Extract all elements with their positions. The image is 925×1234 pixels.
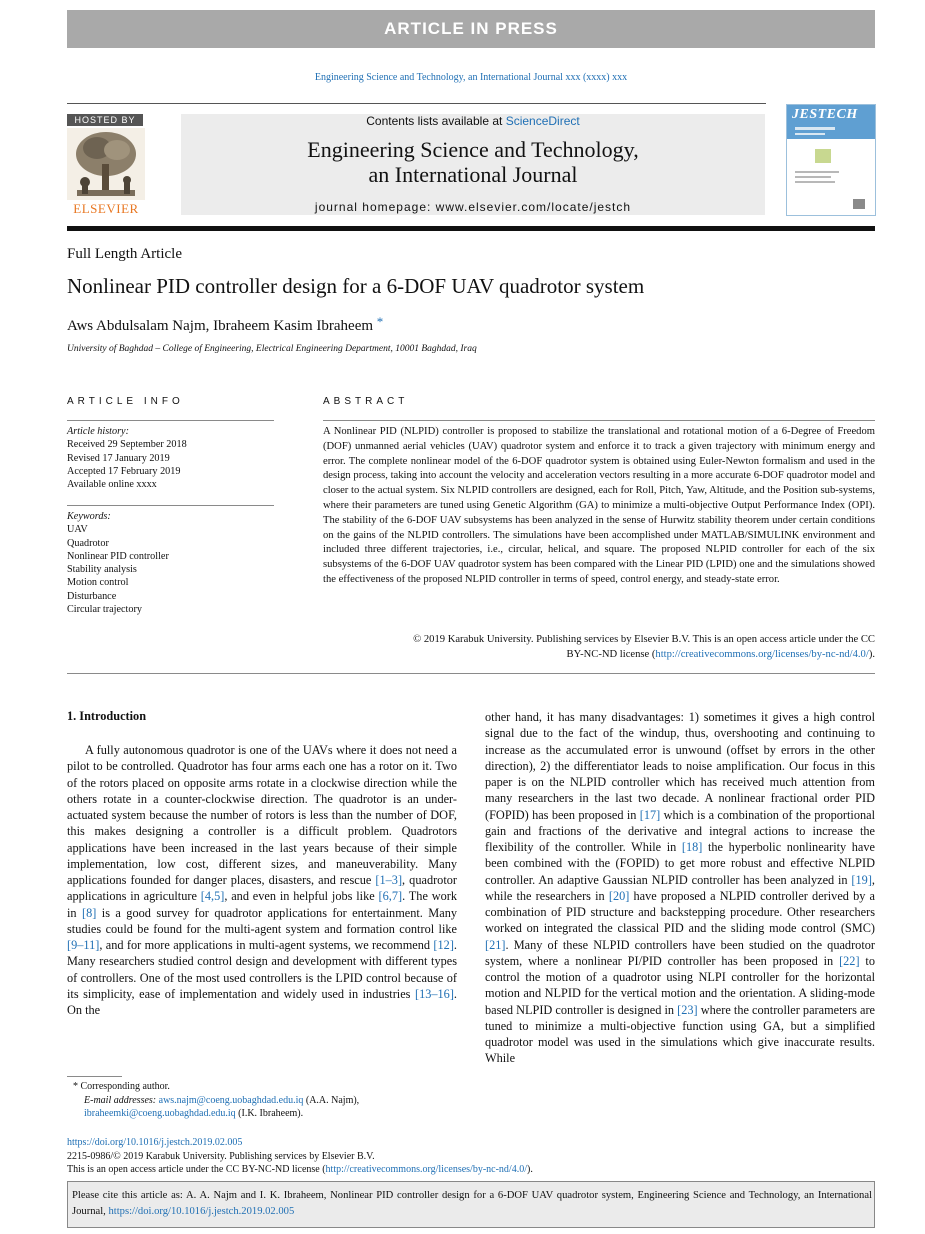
citation-link[interactable]: [20] bbox=[608, 888, 630, 903]
citation-link[interactable]: [19] bbox=[851, 872, 872, 887]
open-access-prefix: This is an open access article under the CC BY-NC-ND license ( bbox=[67, 1164, 326, 1176]
history-label: Article history: bbox=[67, 426, 129, 437]
corresponding-author-mark[interactable]: * bbox=[376, 314, 384, 329]
body-text: , while the researchers in bbox=[485, 872, 875, 903]
citation-body: Please cite this article as: A. A. Najm and I. K. Ibraheem, Nonlinear PID controller design for a 6-DOF UAV quadrotor system, Engineering Science and Technology, an International Journal, bbox=[72, 1190, 872, 1217]
body-text: , and even in helpful jobs like bbox=[224, 889, 379, 904]
author-affiliation: University of Baghdad – College of Engineering, Electrical Engineering Department, 10001 Baghdad, Iraq bbox=[67, 344, 477, 354]
email-label: E-mail addresses: bbox=[84, 1094, 157, 1106]
citation-link[interactable]: [9–11] bbox=[67, 938, 100, 952]
journal-reference-link[interactable]: Engineering Science and Technology, an International Journal xxx (xxxx) xxx bbox=[314, 72, 628, 83]
sciencedirect-link[interactable]: ScienceDirect bbox=[505, 114, 580, 128]
license-link[interactable]: http://creativecommons.org/licenses/by-nc-nd/4.0/ bbox=[655, 648, 869, 660]
abstract-text: A Nonlinear PID (NLPID) controller is proposed to stabilize the translational and rotational motion of a 6-Degree of Freedom (DOF) unmanned aerial vehicles (UAV) quadrotor system and enforce it to track a given trajectory with minimum energy and error. The complete nonlinear model of the 6-DOF quadrotor system is obtained using Euler-Newton formalism and used in the design process, taking into account the velocity and acceleration vectors resulting in a more accurate 6-DOF quadrotor model and closer to the actual system. Six NLPID controllers are designed, each for Roll, Pitch, Yaw, Altitude, and the Position sub-systems, where their parameters are tuned using Genetic Algorithm (GA) to minimize a multi-objective Output Performance Index (OPI). The stability of the 6-DOF UAV subsystems has been analyzed in the sense of Hurwitz stability theorem under certain conditions on the gains of the NLPID controllers. The simulations have been accomplished under MATLAB/SIMULINK environment and included three different trajectories, i.e., circular, helical, and square. The proposed NLPID controller for each of the six subsystems of the 6-DOF UAV quadrotor system has been compared with the Linear PID (LPID) one and the simulations showed the effectiveness of the proposed NLPID controller in terms of speed, control energy, and steady-state error. bbox=[323, 426, 875, 585]
copyright-line2-suffix: ). bbox=[868, 648, 875, 660]
copyright-line2 bbox=[323, 648, 875, 663]
author-names: Aws Abdulsalam Najm, Ibraheem Kasim Ibraheem bbox=[67, 318, 374, 334]
section-separator bbox=[67, 673, 875, 674]
citation-link[interactable]: [13–16] bbox=[414, 986, 454, 1001]
keyword-item: Quadrotor bbox=[67, 537, 109, 549]
abstract-rule bbox=[323, 420, 875, 421]
body-text: , quadrotor applications in agriculture bbox=[67, 873, 457, 904]
footnote-corresponding: Corresponding author. bbox=[80, 1081, 170, 1092]
journal-title[interactable] bbox=[181, 137, 765, 187]
body-text: A fully autonomous quadrotor is one of the UAVs where it does not need a pilot to be controlled. Quadrotor has four arms each one has a rotor on it. Two of the rotors placed on opposite arms rotate in a clockwise direction while the others rotate in a counter-clockwise direction. The quadrotor is an under-actuated system because the number of rotors is less than the number of DOF, this makes designing a controller is a difficult problem. Quadrotors applications have been increased in the last years because of their simple implementation, low cost, different sizes, and maneuverability. Many applications founded for danger places, disasters, and rescue bbox=[67, 743, 457, 887]
keyword-item: UAV bbox=[67, 524, 88, 536]
body-column-left bbox=[67, 742, 457, 1018]
keyword-item: Disturbance bbox=[67, 590, 117, 602]
intro-paragraph-1 bbox=[67, 742, 457, 1018]
citation-link[interactable]: [18] bbox=[681, 840, 703, 854]
citation-link[interactable]: [1–3] bbox=[375, 873, 403, 887]
introduction-heading: 1. Introduction bbox=[67, 709, 147, 723]
history-online: Available online xxxx bbox=[67, 479, 157, 491]
journal-title-line1: Engineering Science and Technology, bbox=[307, 137, 639, 162]
body-text: . Many of these NLPID controllers have been studied on the quadrotor system, where a nonlinear PI/PID controller has been proposed in bbox=[485, 937, 875, 968]
body-column-right bbox=[485, 709, 875, 1067]
history-accepted: Accepted 17 February 2019 bbox=[67, 465, 181, 477]
body-text: is a good survey for quadrotor applications for entertainment. Many studies could be found for the multi-agent system and formation control like bbox=[67, 905, 457, 936]
doi-block bbox=[67, 1136, 875, 1177]
email-owner-najm: (A.A. Najm), bbox=[305, 1094, 360, 1106]
body-text: . Many researchers studied control design and development with different types of controllers. One of the most used controllers is the LPID control because of its simplicity, ease of implementation and widely used in industries bbox=[67, 938, 457, 1001]
keywords-list bbox=[67, 510, 274, 616]
hosted-by-label: HOSTED BY bbox=[67, 114, 143, 126]
body-text: , and for more applications in multi-agent systems, we recommend bbox=[99, 938, 434, 952]
article-info-rule bbox=[67, 420, 274, 421]
history-revised: Revised 17 January 2019 bbox=[67, 452, 170, 464]
citation-link[interactable]: [6,7] bbox=[378, 889, 403, 904]
citation-link[interactable]: [4,5] bbox=[200, 889, 225, 904]
keyword-item: Nonlinear PID controller bbox=[67, 550, 169, 562]
body-text: to control the motion of a quadrotor using NLPI controller for the horizontal motion and NLPID for the vertical motion and the orientation. A sliding-mode based NLPID controller is designed in bbox=[485, 953, 875, 1017]
citation-link[interactable]: [17] bbox=[639, 807, 661, 822]
copyright-line2-prefix: BY-NC-ND license ( bbox=[566, 648, 656, 660]
body-text: have proposed a NLPID controller derived by a combination of PID structure and backstepping procedure. Other researchers worked on integrated the classical PID and the sliding mode control (SMC) bbox=[485, 888, 876, 936]
elsevier-logo[interactable] bbox=[67, 128, 145, 214]
contents-line bbox=[181, 114, 765, 128]
contents-prefix: Contents lists available at bbox=[366, 114, 503, 128]
citation-link[interactable]: [8] bbox=[82, 905, 97, 920]
body-text: . On the bbox=[67, 986, 457, 1017]
cover-journal-title: JESTECH bbox=[792, 107, 858, 122]
footnote-asterisk: * bbox=[73, 1081, 78, 1092]
email-owner-ibraheem: (I.K. Ibraheem). bbox=[238, 1108, 304, 1120]
copyright-line1: © 2019 Karabuk University. Publishing services by Elsevier B.V. This is an open access article under the CC bbox=[413, 634, 875, 645]
author-list bbox=[67, 314, 383, 335]
citation-link[interactable]: [12] bbox=[433, 938, 454, 952]
abstract-copyright bbox=[323, 633, 875, 663]
abstract-heading: ABSTRACT bbox=[323, 396, 409, 407]
keyword-item: Circular trajectory bbox=[67, 604, 142, 616]
citation-text bbox=[72, 1188, 872, 1219]
keyword-item: Motion control bbox=[67, 577, 129, 589]
keywords-rule bbox=[67, 505, 274, 506]
intro-paragraph-continued bbox=[485, 709, 875, 1067]
keywords-label: Keywords: bbox=[67, 511, 111, 522]
masthead-thick-rule bbox=[67, 226, 875, 231]
article-in-press-banner: ARTICLE IN PRESS bbox=[67, 10, 875, 48]
keyword-item: Stability analysis bbox=[67, 564, 137, 576]
body-text: where the controller parameters are tuned to minimize a multi-objective function using GA, but a simplified quadrotor model was used in the simulations which give inaccurate results. While bbox=[485, 1002, 875, 1066]
citation-link[interactable]: [23] bbox=[677, 1002, 698, 1017]
citation-link[interactable]: [22] bbox=[839, 953, 860, 968]
masthead-top-rule bbox=[67, 103, 766, 104]
journal-title-line2: an International Journal bbox=[368, 162, 578, 187]
body-text: . The work in bbox=[67, 889, 458, 920]
history-received: Received 29 September 2018 bbox=[67, 439, 187, 451]
open-access-license-link[interactable]: http://creativecommons.org/licenses/by-nc-nd/4.0/ bbox=[325, 1164, 527, 1176]
open-access-suffix: ). bbox=[526, 1164, 533, 1176]
article-history bbox=[67, 425, 274, 491]
journal-homepage-link[interactable]: journal homepage: www.elsevier.com/locate/jestch bbox=[314, 200, 632, 214]
issn-line: 2215-0986/© 2019 Karabuk University. Publishing services by Elsevier B.V. bbox=[67, 1150, 375, 1162]
doi-link[interactable]: https://doi.org/10.1016/j.jestch.2019.02.005 bbox=[67, 1137, 243, 1148]
article-title: Nonlinear PID controller design for a 6-DOF UAV quadrotor system bbox=[67, 274, 645, 298]
citation-link[interactable]: [21] bbox=[485, 937, 506, 952]
body-text: other hand, it has many disadvantages: 1) sometimes it gives a high control signal due to the fact of the windup, thus, overshooting and continuing to increase as the accumulated error is unwound (offset by errors in the other direction), 2) the differentiator leads to noise amplification. Our focus in this paper is on the NLPID controller which has received much attention from many researchers in the last two decade. A nonlinear fractional order PID (FOPID) has been proposed in bbox=[485, 710, 875, 822]
article-type: Full Length Article bbox=[67, 246, 182, 262]
footnote-rule bbox=[67, 1076, 122, 1077]
body-text: which is a combination of the proportional gain and fractions of the derivative and integral actions to increase the flexibility of the controller. While in bbox=[485, 807, 875, 854]
body-text: the hyperbolic nonlinearity have been combined with the (FOPID) to get more robust and effective NLPID controller. An adaptive Gaussian NLPID controller has been analyzed in bbox=[485, 840, 875, 887]
corresponding-author-footnote bbox=[67, 1080, 467, 1121]
elsevier-wordmark: ELSEVIER bbox=[73, 201, 139, 216]
article-info-heading: ARTICLE INFO bbox=[67, 396, 184, 407]
email-link-najm[interactable]: aws.najm@coeng.uobaghdad.edu.iq bbox=[158, 1094, 304, 1106]
citation-doi-link[interactable]: https://doi.org/10.1016/j.jestch.2019.02.005 bbox=[108, 1205, 295, 1217]
email-link-ibraheem[interactable]: ibraheemki@coeng.uobaghdad.edu.iq bbox=[84, 1108, 236, 1120]
